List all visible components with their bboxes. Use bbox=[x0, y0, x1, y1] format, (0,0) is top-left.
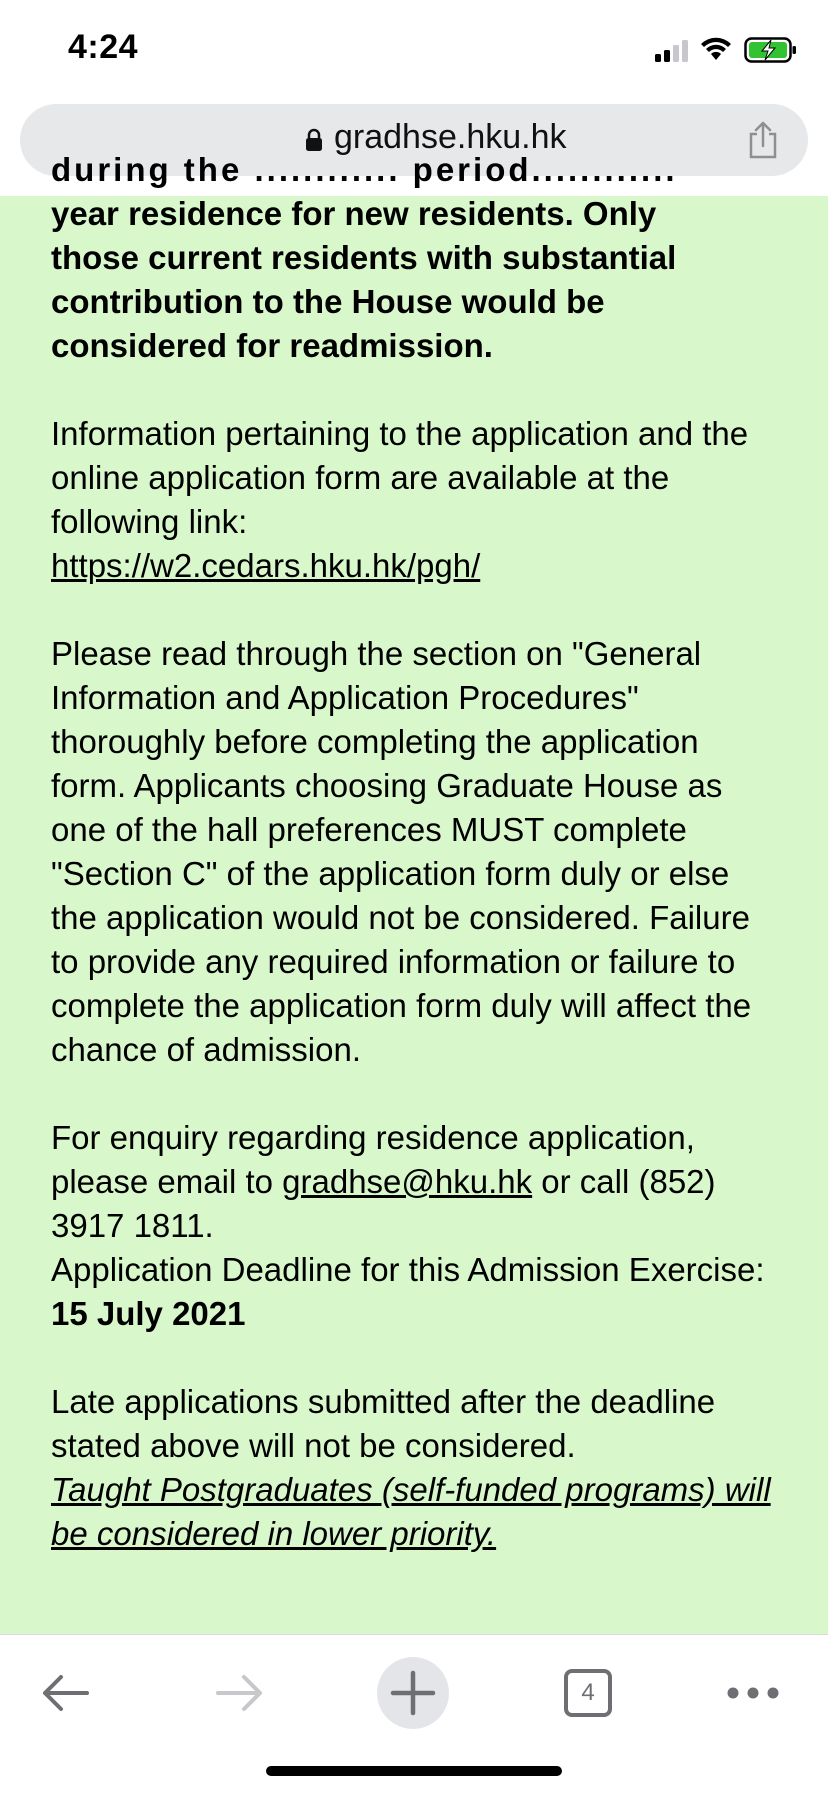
application-link[interactable]: https://w2.cedars.hku.hk/pgh/ bbox=[51, 547, 481, 584]
info-text: Information pertaining to the application and the online application form are available at the following link: bbox=[51, 415, 749, 540]
new-tab-button[interactable] bbox=[377, 1657, 449, 1729]
priority-note bbox=[0, 1468, 828, 1556]
tabs-button[interactable] bbox=[548, 1653, 628, 1733]
more-dots-icon bbox=[726, 1686, 780, 1700]
instructions-paragraph: Please read through the section on "General Information and Application Procedures" thoroughly before completing the application form. Applicants choosing Graduate House as one of the hall preferences MUST complete "Section C" of the application form duly or else the application would not be considered. Failure to provide any required information or failure to complete the application form duly will affect the chance of admission. bbox=[51, 635, 752, 1068]
deadline-label: Application Deadline for this Admission Exercise: bbox=[51, 1251, 765, 1288]
enquiry-prefix: For enquiry regarding residence application, please email to bbox=[51, 1119, 695, 1200]
home-indicator[interactable] bbox=[266, 1766, 562, 1776]
url-text[interactable]: gradhse.hku.hk bbox=[334, 118, 567, 156]
forward-button[interactable] bbox=[200, 1653, 280, 1733]
wifi-icon bbox=[700, 38, 732, 62]
status-icons bbox=[655, 34, 798, 66]
intro-line-1: year residence for new residents. Only bbox=[51, 195, 657, 232]
cellular-signal-icon bbox=[655, 38, 688, 62]
deadline-date: 15 July 2021 bbox=[51, 1295, 246, 1332]
forward-arrow-icon bbox=[214, 1673, 266, 1713]
more-button[interactable] bbox=[713, 1653, 793, 1733]
deadline-paragraph bbox=[0, 1248, 828, 1336]
partial-cut-line: during the ............ period............ bbox=[51, 151, 678, 188]
plus-icon bbox=[390, 1670, 436, 1716]
enquiry-suffix: or call (852) 3917 1811. bbox=[51, 1163, 716, 1244]
intro-line-3: contribution to the House would be bbox=[51, 283, 605, 320]
back-button[interactable] bbox=[25, 1653, 105, 1733]
status-bar bbox=[0, 0, 828, 100]
tabs-icon bbox=[564, 1669, 612, 1717]
intro-line-2: those current residents with substantial bbox=[51, 239, 677, 276]
tabs-count: 4 bbox=[581, 1679, 595, 1706]
page-content bbox=[0, 151, 828, 1634]
email-link[interactable]: gradhse@hku.hk bbox=[282, 1163, 533, 1200]
info-paragraph bbox=[0, 412, 828, 588]
content-text bbox=[0, 151, 828, 1556]
late-applications-text: Late applications submitted after the deadline stated above will not be considered. bbox=[51, 1383, 716, 1464]
battery-charging-icon bbox=[744, 37, 798, 63]
status-time: 4:24 bbox=[68, 28, 139, 66]
intro-line-4: considered for readmission. bbox=[51, 327, 493, 364]
priority-note-text: Taught Postgraduates (self-funded programs) will be considered in lower priority. bbox=[51, 1471, 771, 1552]
enquiry-paragraph bbox=[0, 1116, 828, 1248]
back-arrow-icon bbox=[39, 1673, 91, 1713]
